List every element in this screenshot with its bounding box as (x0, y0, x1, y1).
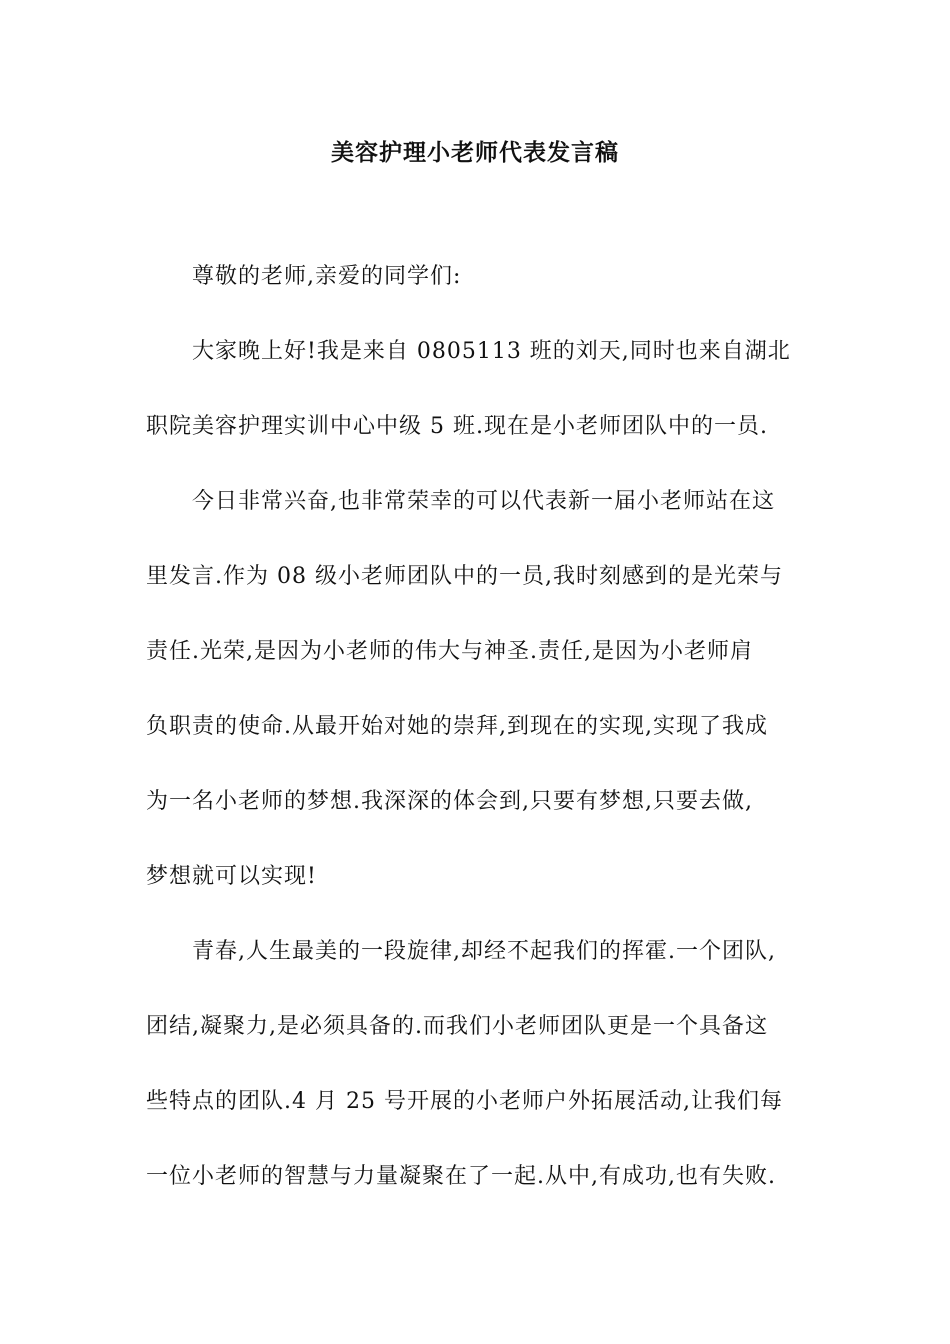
paragraph-1-line-2: 职院美容护理实训中心中级 5 班.现在是小老师团队中的一员. (146, 414, 768, 439)
paragraph-3-line-4: 一位小老师的智慧与力量凝聚在了一起.从中,有成功,也有失败. (146, 1164, 776, 1189)
paragraph-2-line-4: 负职责的使命.从最开始对她的崇拜,到现在的实现,实现了我成 (146, 714, 768, 739)
paragraph-2-line-2: 里发言.作为 08 级小老师团队中的一员,我时刻感到的是光荣与 (146, 564, 783, 589)
paragraph-3-line-2: 团结,凝聚力,是必须具备的.而我们小老师团队更是一个具备这 (146, 1014, 768, 1039)
paragraph-3-line-1: 青春,人生最美的一段旋律,却经不起我们的挥霍.一个团队, (192, 939, 776, 964)
paragraph-3-line-3: 些特点的团队.4 月 25 号开展的小老师户外拓展活动,让我们每 (146, 1089, 783, 1114)
paragraph-2-line-1: 今日非常兴奋,也非常荣幸的可以代表新一届小老师站在这 (192, 489, 775, 514)
paragraph-2-line-6: 梦想就可以实现! (146, 864, 317, 889)
paragraph-2-line-3: 责任.光荣,是因为小老师的伟大与神圣.责任,是因为小老师肩 (146, 639, 753, 664)
paragraph-1-line-1: 大家晚上好!我是来自 0805113 班的刘天,同时也来自湖北 (192, 339, 791, 364)
paragraph-2-line-5: 为一名小老师的梦想.我深深的体会到,只要有梦想,只要去做, (146, 789, 753, 814)
salutation-line: 尊敬的老师,亲爱的同学们: (192, 264, 462, 289)
document-title: 美容护理小老师代表发言稿 (331, 139, 619, 166)
